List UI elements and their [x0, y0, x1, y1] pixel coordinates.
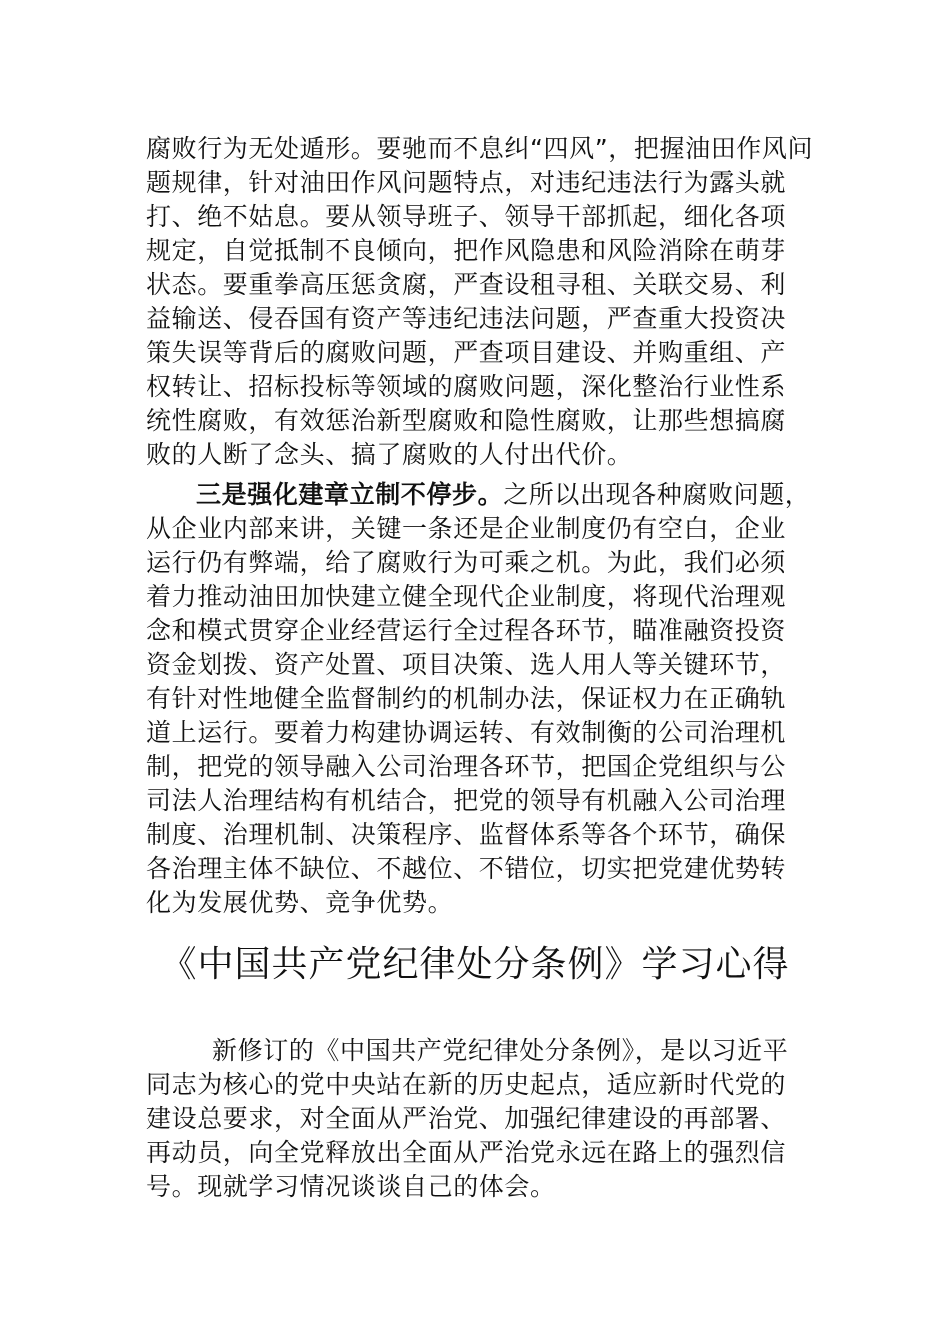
text-line: 规定，自觉抵制不良倾向，把作风隐患和风险消除在萌芽 [146, 236, 787, 265]
text-line: 着力推动油田加快建立健全现代企业制度，将现代治理观 [146, 582, 787, 611]
text-line: 腐败行为无处遁形。要驰而不息纠“四风”，把握油田作风问 [146, 134, 814, 163]
paragraph-text: 之所以出现各种腐败问题， [503, 480, 811, 509]
text-line: 状态。要重拳高压惩贪腐，严查设租寻租、关联交易、利 [146, 270, 787, 299]
text-line: 司法人治理结构有机结合，把党的领导有机融入公司治理 [146, 786, 787, 815]
text-line: 有针对性地健全监督制约的机制办法，保证权力在正确轨 [146, 684, 787, 713]
text-line: 统性腐败，有效惩治新型腐败和隐性腐败，让那些想搞腐 [146, 406, 787, 435]
text-line: 题规律，针对油田作风问题特点，对违纪违法行为露头就 [146, 168, 787, 197]
text-line: 制度、治理机制、决策程序、监督体系等各个环节，确保 [146, 820, 787, 849]
text-line: 同志为核心的党中央站在新的历史起点，适应新时代党的 [146, 1070, 787, 1099]
text-line: 败的人断了念头、搞了腐败的人付出代价。 [146, 440, 633, 469]
text-line: 权转让、招标投标等领域的腐败问题，深化整治行业性系 [146, 372, 787, 401]
paragraph-heading: 三是强化建章立制不停步。 [196, 480, 504, 509]
document-title: 《中国共产党纪律处分条例》学习心得 [160, 944, 790, 985]
text-line [196, 478, 860, 512]
text-line: 运行仍有弊端，给了腐败行为可乘之机。为此，我们必须 [146, 548, 787, 577]
text-line: 策失误等背后的腐败问题，严查项目建设、并购重组、产 [146, 338, 787, 367]
text-line: 从企业内部来讲，关键一条还是企业制度仍有空白，企业 [146, 514, 787, 543]
text-line: 建设总要求，对全面从严治党、加强纪律建设的再部署、 [146, 1104, 787, 1133]
text-line: 制，把党的领导融入公司治理各环节，把国企党组织与公 [146, 752, 787, 781]
text-line: 化为发展优势、竞争优势。 [146, 888, 454, 917]
text-line: 再动员，向全党释放出全面从严治党永远在路上的强烈信 [146, 1138, 787, 1167]
text-line: 资金划拨、资产处置、项目决策、选人用人等关键环节， [146, 650, 787, 679]
text-line: 新修订的《中国共产党纪律处分条例》，是以习近平 [212, 1036, 789, 1065]
text-line: 号。现就学习情况谈谈自己的体会。 [146, 1172, 556, 1201]
text-line: 念和模式贯穿企业经营运行全过程各环节，瞄准融资投资 [146, 616, 787, 645]
text-line: 各治理主体不缺位、不越位、不错位，切实把党建优势转 [146, 854, 787, 883]
text-line: 益输送、侵吞国有资产等违纪违法问题，严查重大投资决 [146, 304, 787, 333]
text-line: 道上运行。要着力构建协调运转、有效制衡的公司治理机 [146, 718, 787, 747]
text-line: 打、绝不姑息。要从领导班子、领导干部抓起，细化各项 [146, 202, 787, 231]
